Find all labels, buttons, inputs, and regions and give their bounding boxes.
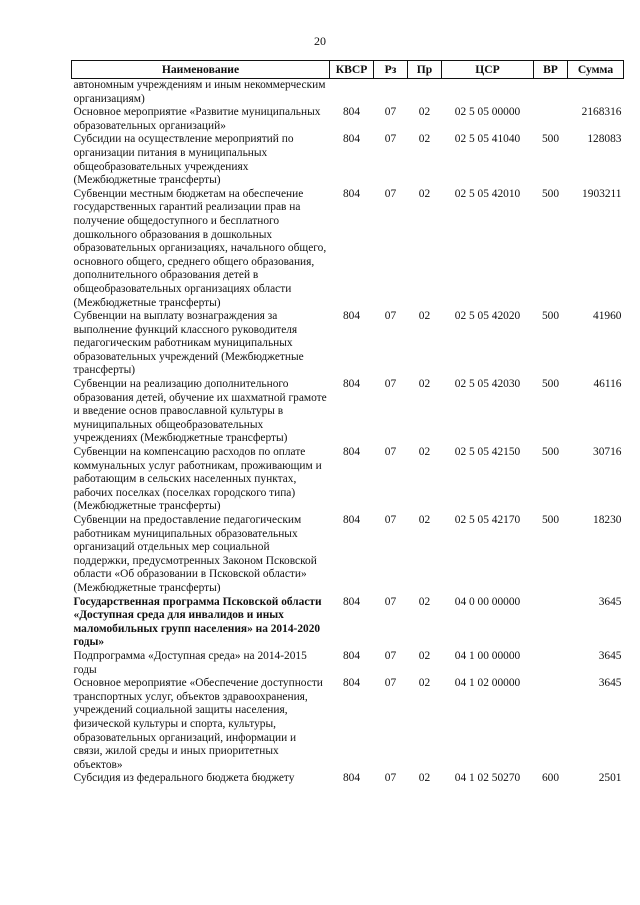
cell-kvsr: 804: [342, 595, 361, 608]
cell-csr: 02 5 05 42150: [454, 446, 521, 459]
cell-csr: 02 5 05 41040: [454, 133, 521, 146]
cell-name: Субсидия из федерального бюджета бюджету: [73, 772, 295, 785]
cell-sum: 18230: [593, 514, 622, 526]
cell-sum: 128083: [587, 133, 622, 146]
cell-pr: 02: [418, 310, 431, 323]
cell-vr: [534, 106, 568, 133]
cell-rz: 07: [384, 514, 397, 526]
cell-sum: 3645: [598, 677, 622, 690]
table-row: [72, 188, 624, 310]
cell-vr: [534, 79, 568, 107]
cell-sum: [568, 79, 624, 107]
cell-kvsr: 804: [342, 649, 361, 662]
cell-pr: 02: [418, 378, 431, 391]
cell-kvsr: 804: [342, 133, 361, 146]
cell-kvsr: 804: [342, 677, 361, 690]
table-row: [72, 650, 624, 677]
table-row: [72, 378, 624, 446]
cell-sum: 3645: [598, 649, 622, 662]
table-row: [72, 446, 624, 514]
table-row: [72, 514, 624, 596]
cell-kvsr: 804: [342, 446, 361, 459]
cell-name: Субвенции местным бюджетам на обеспечение государственных гарантий реализации прав на получение общедоступного и бесплатного дошкольного образования в дошкольных образовательных организациях, начального общего, основного общего, среднего общего образования, дополнительного образования детей в общеобразовательных организациях области (Межбюджетные трансферты): [73, 187, 327, 309]
header-csr: ЦСР: [442, 61, 534, 79]
table-row: [72, 310, 624, 378]
table-row: [72, 133, 624, 187]
cell-vr: 500: [541, 514, 560, 526]
cell-vr: [534, 650, 568, 677]
table-row: [72, 596, 624, 650]
cell-rz: 07: [384, 446, 397, 459]
table-row: [72, 106, 624, 133]
cell-pr: [408, 79, 442, 107]
cell-vr: 600: [541, 772, 560, 785]
cell-pr: 02: [418, 514, 431, 526]
header-sum: Сумма: [568, 61, 624, 79]
header-kvsr: КВСР: [330, 61, 374, 79]
cell-sum: 41960: [593, 310, 622, 323]
cell-kvsr: [330, 79, 374, 107]
cell-pr: 02: [418, 677, 431, 690]
cell-name: Государственная программа Псковской области «Доступная среда для инвалидов и иных маломобильных групп населения» на 2014-2020 годы»: [73, 595, 322, 649]
cell-vr: [534, 596, 568, 650]
cell-csr: [442, 79, 534, 107]
cell-rz: 07: [384, 677, 397, 690]
header-name: Наименование: [72, 61, 330, 79]
cell-name: Основное мероприятие «Обеспечение доступности транспортных услуг, объектов здравоохранения, учреждений социальной защиты населения, физической культуры и спорта, культуры, образовательных организаций, информации и связи, жилой среды и иных приоритетных объектов»: [73, 677, 323, 771]
page-number: 20: [314, 34, 326, 48]
cell-rz: 07: [384, 106, 397, 119]
cell-csr: 04 1 02 00000: [454, 677, 521, 690]
cell-sum: 30716: [593, 446, 622, 459]
cell-pr: 02: [418, 106, 431, 119]
cell-rz: [374, 79, 408, 107]
cell-sum: 2501: [598, 772, 622, 785]
cell-name: Субвенции на предоставление педагогическим работникам муниципальных образовательных организаций отдельных мер социальной поддержки, предусмотренных Законом Псковской области «Об образовании в Псковской области» (Межбюджетные трансферты): [73, 514, 317, 594]
cell-kvsr: 804: [342, 106, 361, 119]
header-rz: Рз: [374, 61, 408, 79]
cell-rz: 07: [384, 133, 397, 146]
cell-rz: 07: [384, 595, 397, 608]
table-row: [72, 772, 624, 786]
cell-vr: 500: [541, 446, 560, 459]
cell-pr: 02: [418, 133, 431, 146]
cell-csr: 04 0 00 00000: [454, 595, 521, 608]
table-header-row: [72, 61, 624, 79]
cell-csr: 02 5 05 42020: [454, 310, 521, 323]
cell-kvsr: 804: [342, 514, 361, 526]
cell-csr: 04 1 00 00000: [454, 649, 521, 662]
cell-rz: 07: [384, 378, 397, 391]
cell-rz: 07: [384, 310, 397, 323]
cell-kvsr: 804: [342, 310, 361, 323]
budget-table: [71, 60, 624, 786]
cell-rz: 07: [384, 649, 397, 662]
table-row: [72, 79, 624, 107]
cell-pr: 02: [418, 187, 431, 200]
cell-sum: 3645: [598, 595, 622, 608]
header-vr: ВР: [534, 61, 568, 79]
cell-pr: 02: [418, 649, 431, 662]
cell-name: Субвенции на реализацию дополнительного образования детей, обучение их шахматной грамоте и введение основ православной культуры в муниципальных общеобразовательных учреждениях (Межбюджетные трансферты): [73, 378, 327, 445]
cell-pr: 02: [418, 772, 431, 785]
cell-sum: 1903211: [582, 187, 622, 200]
cell-name: Основное мероприятие «Развитие муниципальных образовательных организаций»: [73, 106, 321, 132]
table-row: [72, 677, 624, 772]
cell-csr: 02 5 05 42010: [454, 187, 521, 200]
cell-csr: 02 5 05 42030: [454, 378, 521, 391]
cell-vr: 500: [541, 133, 560, 146]
cell-sum: 2168316: [581, 106, 622, 119]
cell-kvsr: 804: [342, 772, 361, 785]
cell-csr: 02 5 05 00000: [454, 106, 521, 119]
cell-rz: 07: [384, 187, 397, 200]
cell-vr: 500: [541, 310, 560, 323]
cell-kvsr: 804: [342, 187, 361, 200]
cell-vr: 500: [541, 378, 560, 391]
cell-sum: 46116: [593, 378, 622, 391]
cell-name: Субсидии на осуществление мероприятий по организации питания в муниципальных общеобразовательных учреждениях (Межбюджетные трансферты): [73, 133, 294, 187]
cell-pr: 02: [418, 595, 431, 608]
header-pr: Пр: [408, 61, 442, 79]
cell-vr: [534, 677, 568, 772]
cell-rz: 07: [384, 772, 397, 785]
cell-vr: 500: [541, 187, 560, 200]
cell-kvsr: 804: [342, 378, 361, 391]
cell-name: Подпрограмма «Доступная среда» на 2014-2015 годы: [73, 649, 307, 676]
cell-csr: 04 1 02 50270: [454, 772, 521, 785]
cell-name: автономным учреждениям и иным некоммерческим организациям): [73, 79, 326, 105]
cell-pr: 02: [418, 446, 431, 459]
cell-name: Субвенции на компенсацию расходов по оплате коммунальных услуг работникам, проживающим и работающим в сельских населенных пунктах, рабочих поселках (поселках городского типа) (Межбюджетные трансферты): [73, 446, 322, 513]
cell-name: Субвенции на выплату вознаграждения за выполнение функций классного руководителя педагогическим работникам муниципальных образовательных учреждений (Межбюджетные трансферты): [73, 310, 304, 377]
cell-csr: 02 5 05 42170: [454, 514, 521, 526]
